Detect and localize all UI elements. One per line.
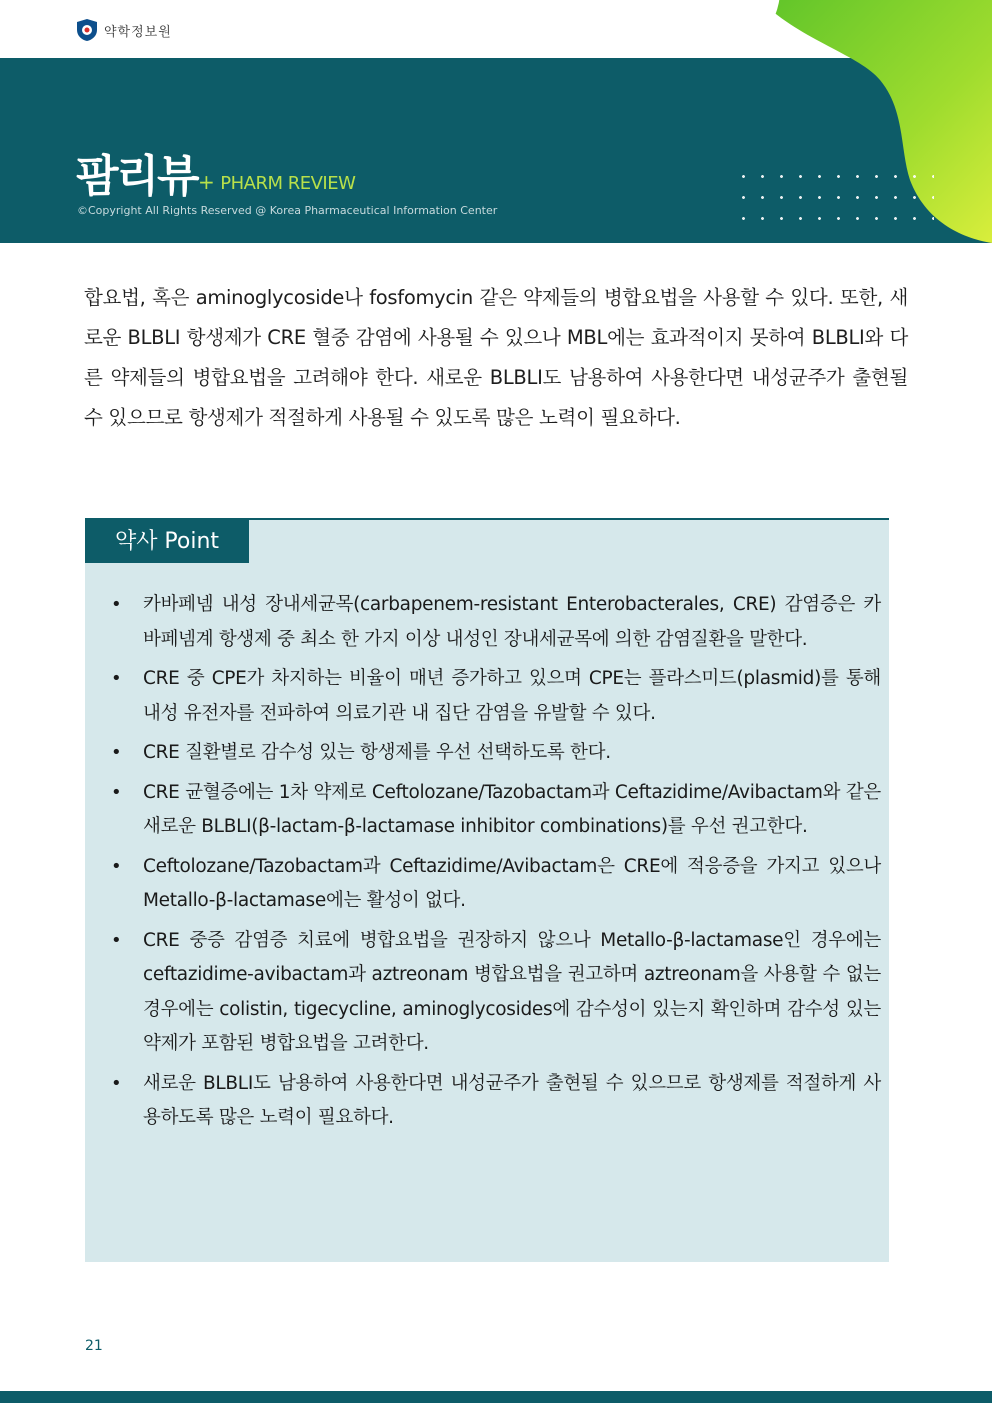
shield-logo-icon — [76, 18, 98, 42]
list-item — [111, 736, 881, 771]
bullet-icon: • — [111, 668, 122, 689]
publication-subtitle — [198, 170, 355, 194]
org-name: 약학정보원 — [104, 24, 172, 40]
plus-symbol: + — [198, 170, 215, 194]
bullet-icon: • — [111, 594, 122, 615]
list-item-text: 카바페넴 내성 장내세균목(carbapenem-resistant Enterobacterales, CRE) 감염증은 카바페넴계 항생제 중 최소 한 가지 이상 내성인 장내세균목에 의한 감염질환을 말한다. — [143, 594, 881, 650]
list-item — [111, 662, 881, 731]
list-item-text: 새로운 BLBLI도 남용하여 사용한다면 내성균주가 출현될 수 있으므로 항생제를 적절하게 사용하도록 많은 노력이 필요하다. — [143, 1072, 881, 1128]
intro-paragraph: 합요법, 혹은 aminoglycoside나 fosfomycin 같은 약제들의 병합요법을 사용할 수 있다. 또한, 새로운 BLBLI 항생제가 CRE 혈중 감염에 사용될 수 있으나 MBL에는 효과적이지 못하여 BLBLI와 다른 약제들의 병합요법을 고려해야 한다. 새로운 BLBLI도 남용하여 사용한다면 내성균주가 출현될 수 있으므로 항생제가 적절하게 사용될 수 있도록 많은 노력이 필요하다. — [84, 286, 908, 429]
bullet-icon: • — [111, 855, 122, 877]
page-number: 21 — [85, 1338, 103, 1354]
list-item — [111, 776, 881, 845]
bullet-icon: • — [111, 742, 122, 763]
publication-title: 팜리뷰 — [76, 151, 198, 202]
list-item — [111, 588, 881, 657]
list-item-text: CRE 중 CPE가 차지하는 비율이 매년 증가하고 있으며 CPE는 플라스미드(plasmid)를 통해 내성 유전자를 전파하여 의료기관 내 집단 감염을 유발할 수 있다. — [143, 668, 881, 724]
dot-pattern-decoration — [734, 166, 934, 220]
subtitle-text: PHARM REVIEW — [220, 173, 356, 194]
point-box-title: 약사 Point — [85, 520, 249, 563]
list-item-text: CRE 질환별로 감수성 있는 항생제를 우선 선택하도록 한다. — [143, 742, 611, 763]
bullet-icon: • — [111, 781, 122, 803]
point-list — [111, 588, 881, 1141]
list-item — [111, 924, 881, 1062]
footer-bar — [0, 1391, 992, 1403]
list-item — [111, 850, 881, 919]
list-item-text: CRE 균혈증에는 1차 약제로 Ceftolozane/Tazobactam과 Ceftazidime/Avibactam와 같은 새로운 BLBLI(β-lactam‐β-lactamase inhibitor combinations)를 우선 권고한다. — [143, 781, 881, 837]
page-header — [0, 0, 992, 243]
list-item — [111, 1067, 881, 1136]
copyright-notice: ©Copyright All Rights Reserved @ Korea Pharmaceutical Information Center — [77, 204, 498, 217]
list-item-text: Ceftolozane/Tazobactam과 Ceftazidime/Avibactam은 CRE에 적응증을 가지고 있으나 Metallo-β-lactamase에는 활성이 없다. — [143, 855, 881, 911]
pharmacist-point-box — [85, 518, 889, 1262]
org-logo — [76, 18, 172, 42]
bullet-icon: • — [111, 929, 122, 951]
bullet-icon: • — [111, 1072, 122, 1094]
list-item-text: CRE 중증 감염증 치료에 병합요법을 권장하지 않으나 Metallo-β-lactamase인 경우에는 ceftazidime-avibactam과 aztreonam 병합요법을 권고하며 aztreonam을 사용할 수 없는 경우에는 colistin, tigecycline, aminoglycosides에 감수성이 있는지 확인하며 감수성 있는 약제가 포함된 병합요법을 고려한다. — [143, 929, 881, 1054]
